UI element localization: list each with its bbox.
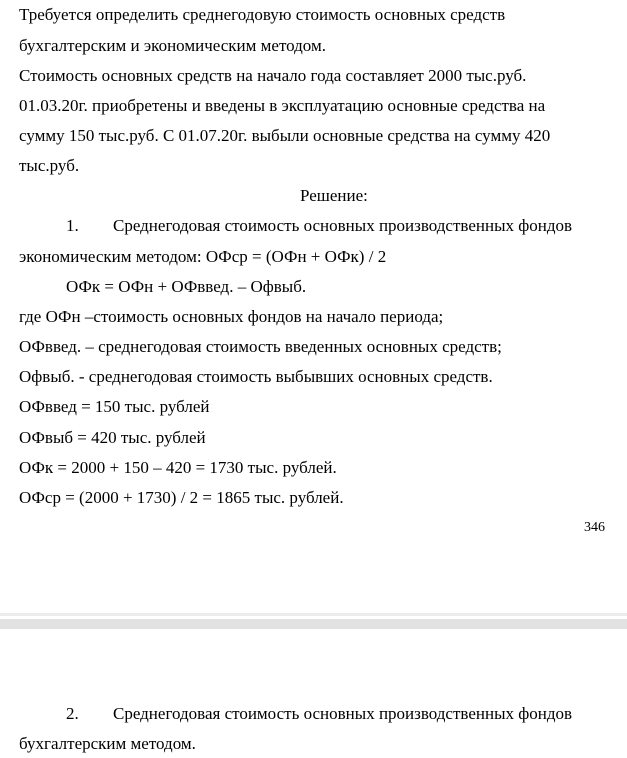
task-line-6: тыс.руб.	[19, 156, 80, 175]
task-line-4: 01.03.20г. приобретены и введены в эксплуатацию основные средства на	[19, 96, 546, 115]
task-line-1: Требуется определить среднегодовую стоимость основных средств	[19, 5, 506, 24]
task-line-3: Стоимость основных средств на начало года составляет 2000 тыс.руб.	[19, 66, 527, 85]
page-separator	[0, 613, 627, 629]
definition-line-2: ОФввед. – среднегодовая стоимость введенных основных средств;	[19, 337, 502, 356]
calc-line-1: ОФввед = 150 тыс. рублей	[19, 397, 210, 416]
definition-line-3: Офвыб. - среднегодовая стоимость выбывших основных средств.	[19, 367, 493, 386]
calc-line-2: ОФвыб = 420 тыс. рублей	[19, 428, 206, 447]
item1-text-line-2: экономическим методом: ОФср = (ОФн + ОФк) / 2	[19, 247, 387, 266]
item1-text-line-1: Среднегодовая стоимость основных производственных фондов	[113, 216, 573, 235]
task-line-2: бухгалтерским и экономическим методом.	[19, 36, 326, 55]
formula-ofk: ОФк = ОФн + ОФввед. – Офвыб.	[66, 277, 307, 296]
page-number: 346	[584, 520, 605, 535]
item1-number: 1.	[66, 216, 79, 235]
item2-text-line-2: бухгалтерским методом.	[19, 734, 196, 753]
solution-heading: Решение:	[300, 186, 368, 205]
calc-line-3: ОФк = 2000 + 150 – 420 = 1730 тыс. рублей.	[19, 458, 337, 477]
item2-text-line-1: Среднегодовая стоимость основных производственных фондов	[113, 704, 573, 723]
page-separator-gutter	[0, 619, 627, 629]
item2-number: 2.	[66, 704, 79, 723]
task-line-5: сумму 150 тыс.руб. С 01.07.20г. выбыли основные средства на сумму 420	[19, 126, 551, 145]
definition-line-1: где ОФн –стоимость основных фондов на начало периода;	[19, 307, 444, 326]
calc-line-4: ОФср = (2000 + 1730) / 2 = 1865 тыс. рублей.	[19, 488, 344, 507]
